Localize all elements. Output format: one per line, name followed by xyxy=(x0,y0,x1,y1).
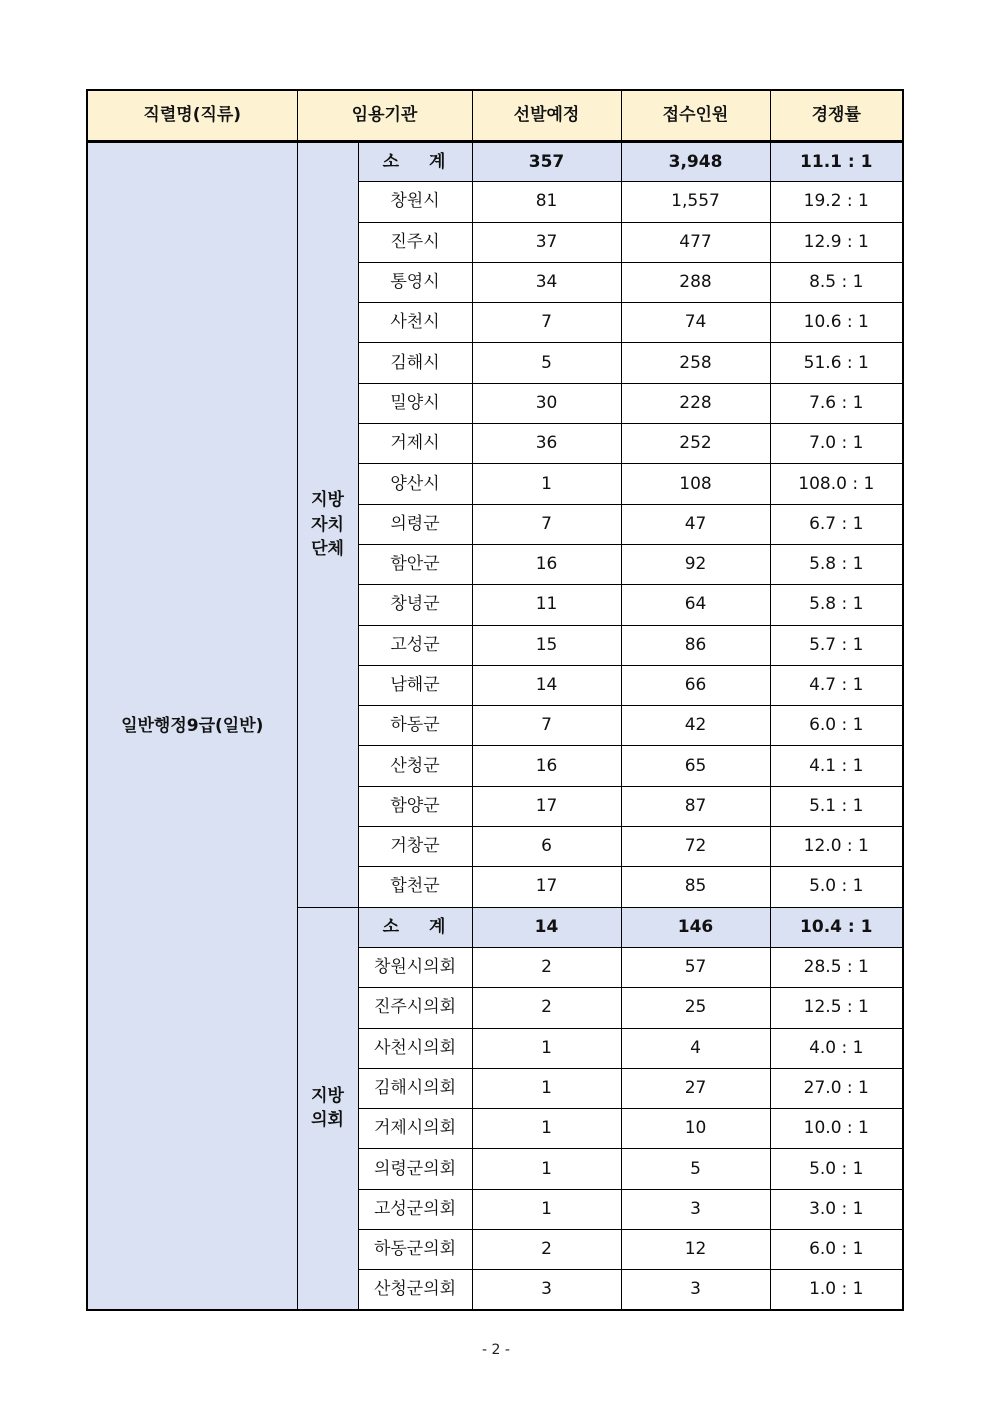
agency-cell: 양산시 xyxy=(358,464,472,504)
ratio-cell: 4.7 : 1 xyxy=(770,665,903,705)
applicants-cell: 477 xyxy=(621,222,770,262)
ratio-cell: 5.0 : 1 xyxy=(770,867,903,907)
applicants-cell: 72 xyxy=(621,827,770,867)
subtotal-row xyxy=(87,142,903,182)
ratio-cell: 6.7 : 1 xyxy=(770,504,903,544)
ratio-cell: 10.6 : 1 xyxy=(770,303,903,343)
subtotal-ratio: 10.4 : 1 xyxy=(770,907,903,947)
applicants-cell: 47 xyxy=(621,504,770,544)
ratio-cell: 19.2 : 1 xyxy=(770,182,903,222)
applicants-cell: 66 xyxy=(621,665,770,705)
ratio-cell: 28.5 : 1 xyxy=(770,947,903,987)
page-number: - 2 - xyxy=(482,1342,510,1358)
agency-cell: 사천시 xyxy=(358,303,472,343)
agency-cell: 남해군 xyxy=(358,665,472,705)
ratio-cell: 108.0 : 1 xyxy=(770,464,903,504)
planned-cell: 11 xyxy=(472,585,621,625)
ratio-cell: 5.8 : 1 xyxy=(770,544,903,584)
agency-cell: 의령군 xyxy=(358,504,472,544)
ratio-cell: 51.6 : 1 xyxy=(770,343,903,383)
planned-cell: 81 xyxy=(472,182,621,222)
planned-cell: 7 xyxy=(472,303,621,343)
agency-cell: 고성군의회 xyxy=(358,1189,472,1229)
agency-cell: 하동군 xyxy=(358,706,472,746)
subtotal-planned: 357 xyxy=(472,142,621,182)
planned-cell: 37 xyxy=(472,222,621,262)
agency-cell: 창녕군 xyxy=(358,585,472,625)
planned-cell: 2 xyxy=(472,988,621,1028)
header-ratio: 경쟁률 xyxy=(770,90,903,142)
applicants-cell: 252 xyxy=(621,424,770,464)
planned-cell: 14 xyxy=(472,665,621,705)
applicants-cell: 3 xyxy=(621,1189,770,1229)
planned-cell: 5 xyxy=(472,343,621,383)
planned-cell: 6 xyxy=(472,827,621,867)
applicants-cell: 288 xyxy=(621,262,770,302)
group-name xyxy=(297,142,358,908)
planned-cell: 2 xyxy=(472,947,621,987)
applicants-cell: 42 xyxy=(621,706,770,746)
subtotal-planned: 14 xyxy=(472,907,621,947)
competition-table xyxy=(86,89,904,1311)
subtotal-label: 소 계 xyxy=(358,142,472,182)
header-planned: 선발예정 xyxy=(472,90,621,142)
agency-cell: 의령군의회 xyxy=(358,1149,472,1189)
planned-cell: 30 xyxy=(472,383,621,423)
applicants-cell: 92 xyxy=(621,544,770,584)
header-row xyxy=(87,90,903,142)
planned-cell: 2 xyxy=(472,1230,621,1270)
header-agency: 임용기관 xyxy=(297,90,472,142)
group-name-line: 지방 xyxy=(311,1085,344,1106)
planned-cell: 16 xyxy=(472,746,621,786)
header-applicants: 접수인원 xyxy=(621,90,770,142)
ratio-cell: 4.1 : 1 xyxy=(770,746,903,786)
planned-cell: 1 xyxy=(472,1068,621,1108)
agency-cell: 산청군 xyxy=(358,746,472,786)
applicants-cell: 74 xyxy=(621,303,770,343)
ratio-cell: 12.9 : 1 xyxy=(770,222,903,262)
ratio-cell: 12.0 : 1 xyxy=(770,827,903,867)
agency-cell: 거제시의회 xyxy=(358,1109,472,1149)
ratio-cell: 8.5 : 1 xyxy=(770,262,903,302)
agency-cell: 산청군의회 xyxy=(358,1270,472,1310)
ratio-cell: 12.5 : 1 xyxy=(770,988,903,1028)
applicants-cell: 86 xyxy=(621,625,770,665)
job-name: 일반행정9급(일반) xyxy=(87,142,297,1311)
applicants-cell: 65 xyxy=(621,746,770,786)
planned-cell: 15 xyxy=(472,625,621,665)
applicants-cell: 27 xyxy=(621,1068,770,1108)
subtotal-applicants: 3,948 xyxy=(621,142,770,182)
planned-cell: 7 xyxy=(472,706,621,746)
ratio-cell: 7.6 : 1 xyxy=(770,383,903,423)
ratio-cell: 10.0 : 1 xyxy=(770,1109,903,1149)
group-name-line: 지방 xyxy=(311,489,344,510)
applicants-cell: 25 xyxy=(621,988,770,1028)
group-name-line: 자치 xyxy=(311,514,344,535)
ratio-cell: 6.0 : 1 xyxy=(770,1230,903,1270)
applicants-cell: 3 xyxy=(621,1270,770,1310)
agency-cell: 거창군 xyxy=(358,827,472,867)
agency-cell: 창원시 xyxy=(358,182,472,222)
agency-cell: 합천군 xyxy=(358,867,472,907)
applicants-cell: 108 xyxy=(621,464,770,504)
group-name-line: 단체 xyxy=(311,539,344,560)
agency-cell: 진주시의회 xyxy=(358,988,472,1028)
group-name-line: 의회 xyxy=(311,1110,344,1131)
planned-cell: 17 xyxy=(472,786,621,826)
ratio-cell: 7.0 : 1 xyxy=(770,424,903,464)
subtotal-label: 소 계 xyxy=(358,907,472,947)
applicants-cell: 258 xyxy=(621,343,770,383)
subtotal-ratio: 11.1 : 1 xyxy=(770,142,903,182)
planned-cell: 34 xyxy=(472,262,621,302)
planned-cell: 7 xyxy=(472,504,621,544)
planned-cell: 1 xyxy=(472,1149,621,1189)
subtotal-applicants: 146 xyxy=(621,907,770,947)
applicants-cell: 10 xyxy=(621,1109,770,1149)
group-name xyxy=(297,907,358,1310)
agency-cell: 고성군 xyxy=(358,625,472,665)
applicants-cell: 57 xyxy=(621,947,770,987)
agency-cell: 김해시의회 xyxy=(358,1068,472,1108)
ratio-cell: 5.1 : 1 xyxy=(770,786,903,826)
agency-cell: 사천시의회 xyxy=(358,1028,472,1068)
applicants-cell: 1,557 xyxy=(621,182,770,222)
planned-cell: 1 xyxy=(472,1189,621,1229)
planned-cell: 1 xyxy=(472,1109,621,1149)
table-body xyxy=(87,142,903,1311)
agency-cell: 하동군의회 xyxy=(358,1230,472,1270)
ratio-cell: 1.0 : 1 xyxy=(770,1270,903,1310)
ratio-cell: 6.0 : 1 xyxy=(770,706,903,746)
agency-cell: 함양군 xyxy=(358,786,472,826)
applicants-cell: 228 xyxy=(621,383,770,423)
ratio-cell: 5.0 : 1 xyxy=(770,1149,903,1189)
ratio-cell: 5.8 : 1 xyxy=(770,585,903,625)
planned-cell: 3 xyxy=(472,1270,621,1310)
applicants-cell: 12 xyxy=(621,1230,770,1270)
header-job: 직렬명(직류) xyxy=(87,90,297,142)
agency-cell: 김해시 xyxy=(358,343,472,383)
ratio-cell: 3.0 : 1 xyxy=(770,1189,903,1229)
ratio-cell: 27.0 : 1 xyxy=(770,1068,903,1108)
applicants-cell: 87 xyxy=(621,786,770,826)
agency-cell: 거제시 xyxy=(358,424,472,464)
agency-cell: 함안군 xyxy=(358,544,472,584)
applicants-cell: 64 xyxy=(621,585,770,625)
planned-cell: 17 xyxy=(472,867,621,907)
ratio-cell: 5.7 : 1 xyxy=(770,625,903,665)
agency-cell: 밀양시 xyxy=(358,383,472,423)
applicants-cell: 85 xyxy=(621,867,770,907)
applicants-cell: 4 xyxy=(621,1028,770,1068)
agency-cell: 통영시 xyxy=(358,262,472,302)
applicants-cell: 5 xyxy=(621,1149,770,1189)
ratio-cell: 4.0 : 1 xyxy=(770,1028,903,1068)
planned-cell: 36 xyxy=(472,424,621,464)
planned-cell: 16 xyxy=(472,544,621,584)
planned-cell: 1 xyxy=(472,464,621,504)
agency-cell: 진주시 xyxy=(358,222,472,262)
agency-cell: 창원시의회 xyxy=(358,947,472,987)
planned-cell: 1 xyxy=(472,1028,621,1068)
